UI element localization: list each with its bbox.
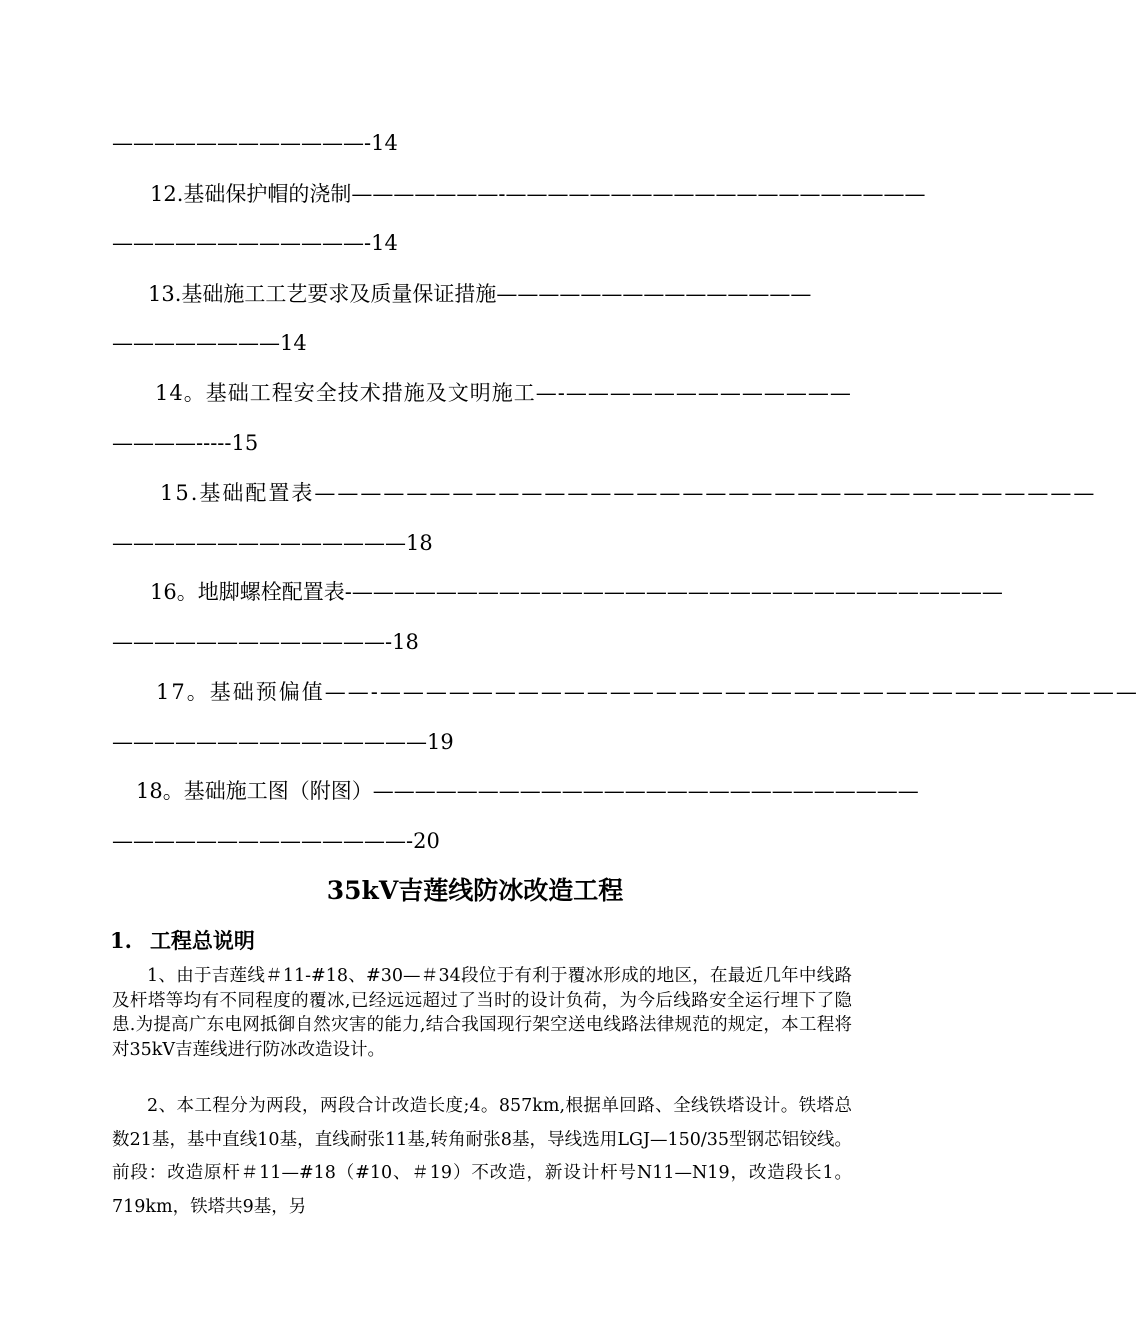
toc-entry-17[interactable]: 17。基础预偏值——-————————————————————————————————— (156, 680, 1139, 704)
toc-entry-16[interactable]: 16。地脚螺栓配置表-——————————————————————————————— (150, 580, 1003, 604)
toc-continuation-line: ——————————————-20 (112, 829, 440, 853)
paragraph-2 (112, 1090, 852, 1224)
toc-entry-15[interactable]: 15.基础配置表—————————————————————————————————— (160, 481, 1097, 505)
section-heading (110, 926, 255, 956)
toc-continuation-line: ————————————-14 (112, 131, 398, 155)
toc-entry-14[interactable]: 14。基础工程安全技术措施及文明施工—-————————————— (155, 381, 852, 405)
paragraph-1 (112, 964, 852, 1062)
paragraph-2-text: 2、本工程分为两段，两段合计改造长度;4。857km,根据单回路、全线铁塔设计。铁塔总数21基，基中直线10基，直线耐张11基,转角耐张8基，导线选用LGJ—150/35型钢芯铝铰线。前段：改造原杆＃11—#18（#10、＃19）不改造，新设计杆号N11—N19，改造段长1。719km，铁塔共9基，另 (112, 1096, 852, 1217)
paragraph-1-text: 1、由于吉莲线＃11-#18、#30—＃34段位于有利于覆冰形成的地区，在最近几年中线路及杆塔等均有不同程度的覆冰,已经远远超过了当时的设计负荷，为今后线路安全运行埋下了隐患.为提高广东电网抵御自然灾害的能力,结合我国现行架空送电线路法律规范的规定，本工程将对35kV吉莲线进行防冰改造设计。 (112, 966, 852, 1060)
toc-entry-12[interactable]: 12.基础保护帽的浇制———————-———————————————————— (150, 182, 926, 206)
section-number: 1. (110, 928, 132, 953)
toc-entry-18[interactable]: 18。基础施工图（附图）—————————————————————————— (136, 779, 919, 803)
document-title: 35kV吉莲线防冰改造工程 (326, 876, 624, 905)
toc-continuation-line: ————-----15 (112, 431, 259, 455)
section-title: 工程总说明 (149, 928, 255, 953)
toc-entry-13[interactable]: 13.基础施工工艺要求及质量保证措施——————————————— (148, 282, 812, 306)
toc-continuation-line: ——————————————18 (112, 531, 433, 555)
toc-continuation-line: —————————————-18 (112, 630, 419, 654)
toc-continuation-line: ———————————————19 (112, 730, 454, 754)
toc-continuation-line: ————————————-14 (112, 231, 398, 255)
toc-continuation-line: ————————14 (112, 331, 307, 355)
